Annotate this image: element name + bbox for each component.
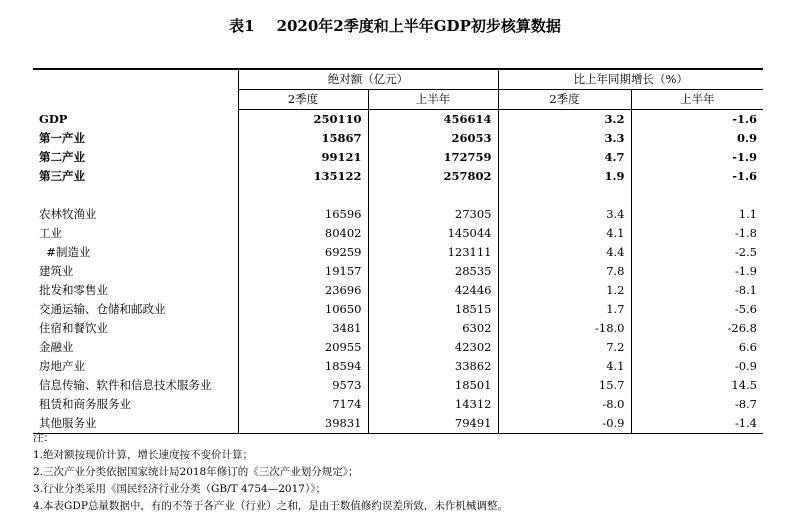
value-q2: 9573	[238, 376, 368, 395]
header-growth-q2: 2季度	[498, 90, 631, 110]
value-h1: 42302	[368, 338, 498, 357]
growth-h1: 1.1	[738, 207, 757, 221]
growth-h1: 6.6	[738, 340, 757, 354]
value-q2: 135122	[238, 167, 368, 186]
growth-q2: 7.2	[498, 338, 631, 357]
spacer-cell	[631, 186, 763, 205]
growth-q2: -18.0	[498, 319, 631, 338]
growth-h1: -1.6	[732, 112, 757, 126]
table-row	[33, 376, 763, 395]
growth-q2: 3.4	[498, 205, 631, 224]
row-name: 信息传输、软件和信息技术服务业	[33, 376, 238, 395]
growth-h1: -8.1	[734, 283, 757, 297]
row-name: 建筑业	[33, 262, 238, 281]
growth-h1: 14.5	[731, 378, 757, 392]
table-row	[33, 243, 763, 262]
growth-q2: 1.9	[498, 167, 631, 186]
header-abs-group: 绝对额（亿元）	[238, 69, 498, 90]
growth-q2: 4.4	[498, 243, 631, 262]
row-name: 其他服务业	[33, 414, 238, 434]
value-q2: 23696	[238, 281, 368, 300]
value-h1: 18515	[368, 300, 498, 319]
growth-h1: -26.8	[727, 321, 757, 335]
growth-q2: 3.3	[498, 129, 631, 148]
value-q2: 99121	[238, 148, 368, 167]
value-h1: 33862	[368, 357, 498, 376]
value-h1: 26053	[368, 129, 498, 148]
growth-q2: 4.1	[498, 224, 631, 243]
value-h1: 456614	[368, 110, 498, 130]
table-row	[33, 224, 763, 243]
table-row	[33, 205, 763, 224]
row-name: 住宿和餐饮业	[33, 319, 238, 338]
growth-h1: -1.6	[732, 169, 757, 183]
value-h1: 18501	[368, 376, 498, 395]
header-empty-cell	[33, 69, 238, 110]
table-row	[33, 281, 763, 300]
value-h1: 42446	[368, 281, 498, 300]
value-h1: 123111	[368, 243, 498, 262]
page-title	[0, 16, 790, 36]
note-line: 1.绝对额按现价计算，增长速度按不变价计算；	[33, 449, 254, 461]
header-growth-group: 比上年同期增长（%）	[498, 69, 763, 90]
value-q2: 19157	[238, 262, 368, 281]
row-name: 房地产业	[33, 357, 238, 376]
row-name: 第二产业	[33, 148, 238, 167]
row-name: #制造业	[33, 243, 238, 262]
growth-h1: -1.9	[732, 150, 757, 164]
growth-q2: 3.2	[498, 110, 631, 130]
table-row	[33, 300, 763, 319]
value-q2: 20955	[238, 338, 368, 357]
growth-h1: 0.9	[736, 131, 757, 145]
value-q2: 16596	[238, 205, 368, 224]
value-h1: 14312	[368, 395, 498, 414]
note-line: 注：	[33, 432, 54, 444]
table-row	[33, 148, 763, 167]
table-row	[33, 110, 763, 130]
value-q2: 7174	[238, 395, 368, 414]
row-name: 农林牧渔业	[33, 205, 238, 224]
value-q2: 69259	[238, 243, 368, 262]
growth-q2: -8.0	[498, 395, 631, 414]
value-q2: 3481	[238, 319, 368, 338]
value-h1: 145044	[368, 224, 498, 243]
value-h1: 172759	[368, 148, 498, 167]
spacer-cell	[33, 186, 238, 205]
growth-q2: 7.8	[498, 262, 631, 281]
row-name: 第一产业	[33, 129, 238, 148]
growth-h1: -1.9	[734, 264, 757, 278]
table-row	[33, 319, 763, 338]
note-line: 3.行业分类采用《国民经济行业分类（GB/T 4754—2017）》；	[33, 483, 326, 495]
growth-q2: 15.7	[498, 376, 631, 395]
growth-h1: -5.6	[734, 302, 757, 316]
table-row	[33, 167, 763, 186]
table-number: 表1	[229, 17, 255, 35]
row-name: GDP	[33, 110, 238, 130]
spacer-cell	[238, 186, 368, 205]
value-h1: 6302	[368, 319, 498, 338]
table-title: 2020年2季度和上半年GDP初步核算数据	[276, 17, 561, 35]
spacer-cell	[368, 186, 498, 205]
value-h1: 257802	[368, 167, 498, 186]
value-q2: 39831	[238, 414, 368, 434]
growth-h1: -1.8	[734, 226, 757, 240]
spacer-row	[33, 186, 763, 205]
table-row	[33, 357, 763, 376]
value-h1: 27305	[368, 205, 498, 224]
spacer-cell	[498, 186, 631, 205]
note-line: 4.本表GDP总量数据中，有的不等于各产业（行业）之和，是由于数值修约误差所致，未作机械调整。	[33, 500, 508, 512]
value-q2: 80402	[238, 224, 368, 243]
row-name: 批发和零售业	[33, 281, 238, 300]
table-row	[33, 262, 763, 281]
header-growth-h1: 上半年	[631, 90, 763, 110]
growth-h1: -8.7	[734, 397, 757, 411]
growth-q2: 1.2	[498, 281, 631, 300]
table-row	[33, 395, 763, 414]
table-row	[33, 129, 763, 148]
gdp-table	[33, 68, 763, 434]
growth-q2: 4.7	[498, 148, 631, 167]
value-h1: 79491	[368, 414, 498, 434]
value-q2: 10650	[238, 300, 368, 319]
row-name: 金融业	[33, 338, 238, 357]
value-q2: 250110	[238, 110, 368, 130]
header-h1: 上半年	[368, 90, 498, 110]
growth-q2: -0.9	[498, 414, 631, 434]
growth-h1: -1.4	[631, 414, 763, 434]
value-h1: 28535	[368, 262, 498, 281]
growth-q2: 1.7	[498, 300, 631, 319]
header-q2: 2季度	[238, 90, 368, 110]
header-row-1	[33, 69, 763, 90]
note-line: 2.三次产业分类依据国家统计局2018年修订的《三次产业划分规定》；	[33, 466, 359, 478]
row-name: 第三产业	[33, 167, 238, 186]
growth-q2: 4.1	[498, 357, 631, 376]
value-q2: 18594	[238, 357, 368, 376]
value-q2: 15867	[238, 129, 368, 148]
notes	[33, 430, 763, 515]
growth-h1: -0.9	[734, 359, 757, 373]
growth-h1: -2.5	[734, 245, 757, 259]
row-name: 工业	[33, 224, 238, 243]
table-row	[33, 338, 763, 357]
row-name: 交通运输、仓储和邮政业	[33, 300, 238, 319]
row-name: 租赁和商务服务业	[33, 395, 238, 414]
